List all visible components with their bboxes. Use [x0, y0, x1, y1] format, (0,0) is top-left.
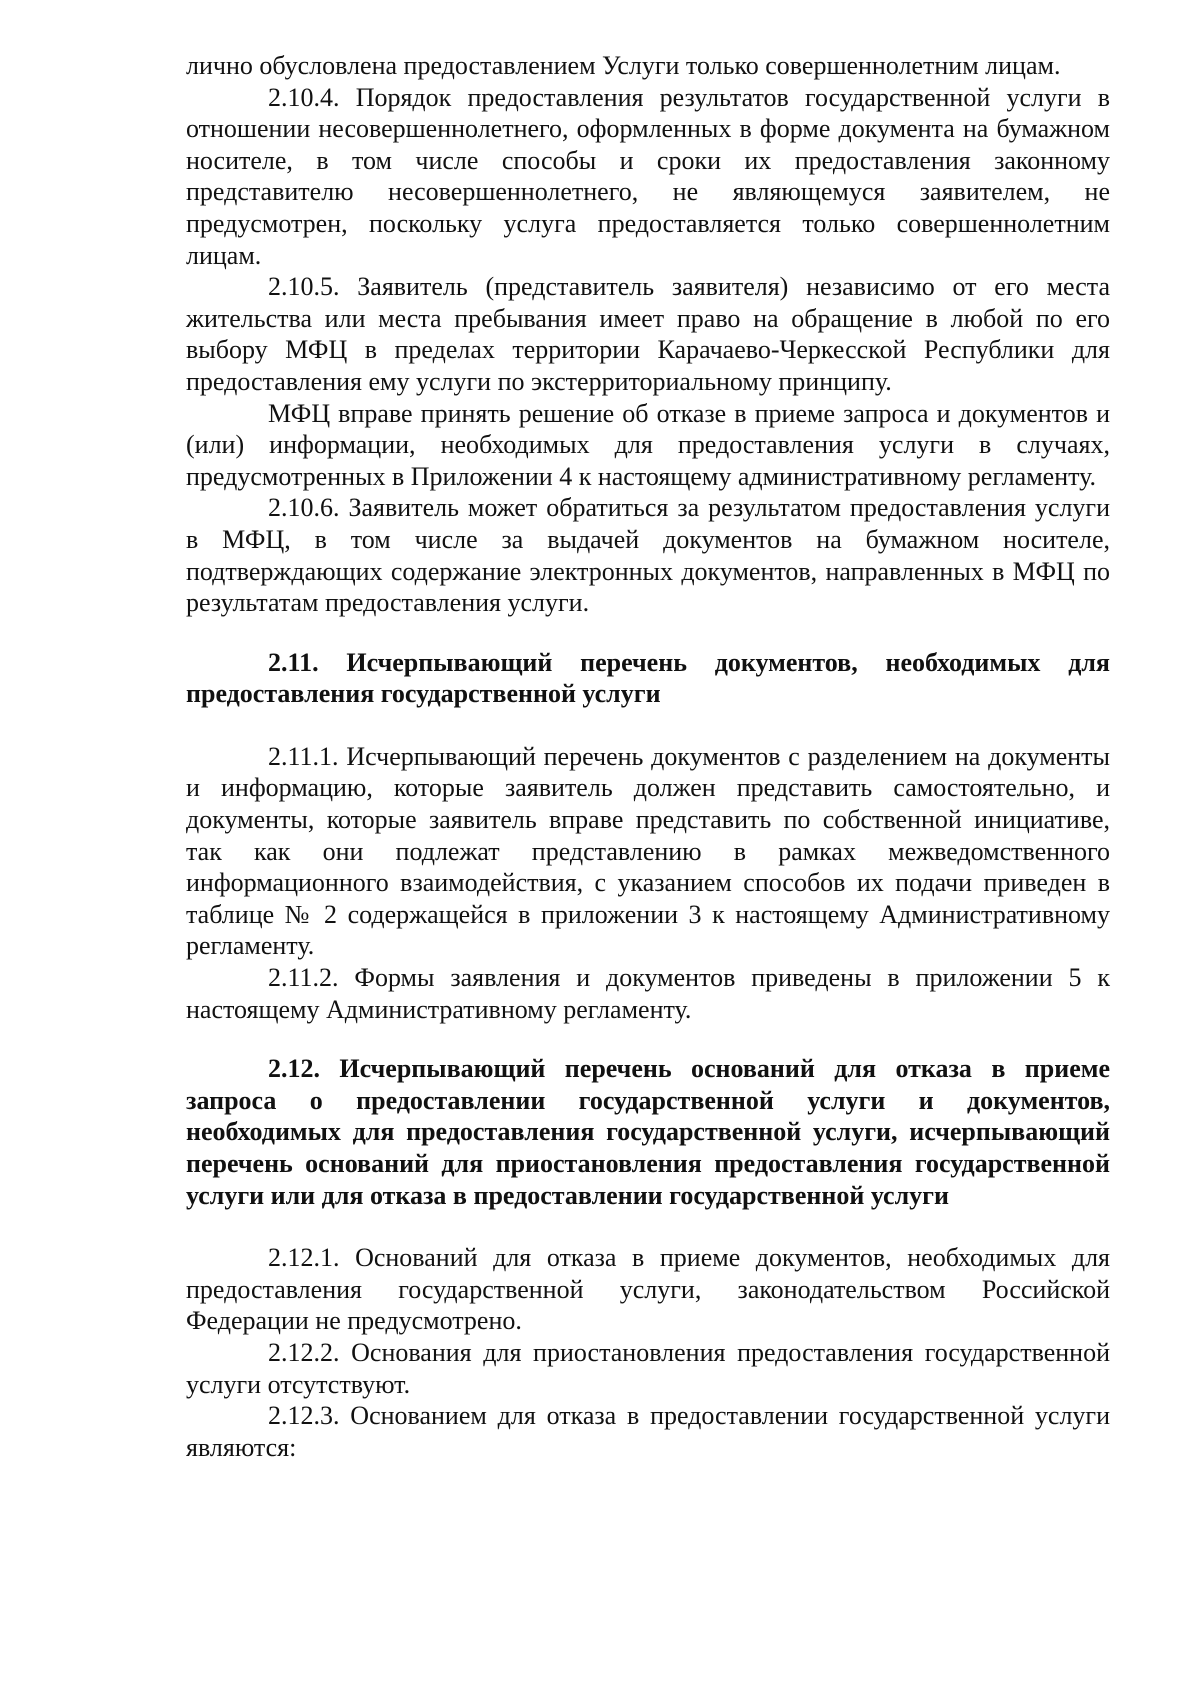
paragraph-2-10-4: 2.10.4. Порядок предоставления результатов государственной услуги в отношении несовершеннолетнего, оформленных в форме документа на бумажном носителе, в том числе способы и сроки их предоставления законному представителю несовершеннолетнего, не являющемуся заявителем, не предусмотрен, поскольку услуга предоставляется только совершеннолетним лицам.: [186, 82, 1110, 270]
section-heading-2-11: 2.11. Исчерпывающий перечень документов, необходимых для предоставления государственной услуги: [186, 647, 1110, 709]
paragraph-2-12-2: 2.12.2. Основания для приостановления предоставления государственной услуги отсутствуют.: [186, 1337, 1110, 1399]
paragraph-continued: лично обусловлена предоставлением Услуги только совершеннолетним лицам.: [186, 51, 1061, 80]
paragraph-2-10-6: 2.10.6. Заявитель может обратиться за результатом предоставления услуги в МФЦ, в том числе за выдачей документов на бумажном носителе, подтверждающих содержание электронных документов, направленных в МФЦ по результатам предоставления услуги.: [186, 493, 1110, 618]
paragraph-2-12-1: 2.12.1. Оснований для отказа в приеме документов, необходимых для предоставления государственной услуги, законодательством Российской Федерации не предусмотрено.: [186, 1243, 1110, 1336]
paragraph-2-11-1: 2.11.1. Исчерпывающий перечень документов с разделением на документы и информацию, которые заявитель должен представить самостоятельно, и документы, которые заявитель вправе представить по собственной инициативе, так как они подлежат представлению в рамках межведомственного информационного взаимодействия, с указанием способов их подачи приведен в таблице № 2 содержащейся в приложении 3 к настоящему Административному регламенту.: [186, 741, 1110, 961]
paragraph-2-10-5: 2.10.5. Заявитель (представитель заявителя) независимо от его места жительства или места пребывания имеет право на обращение в любой по его выбору МФЦ в пределах территории Карачаево-Черкесской Республики для предоставления ему услуги по экстерриториальному принципу.: [186, 272, 1110, 396]
section-heading-2-12: 2.12. Исчерпывающий перечень оснований для отказа в приеме запроса о предоставлении государственной услуги и документов, необходимых для предоставления государственной услуги, исчерпывающий перечень оснований для приостановления предоставления государственной услуги или для отказа в предоставлении государственной услуги: [186, 1054, 1110, 1210]
paragraph-mfc-refusal: МФЦ вправе принять решение об отказе в приеме запроса и документов и (или) информации, необходимых для предоставления услуги в случаях, предусмотренных в Приложении 4 к настоящему административному регламенту.: [186, 398, 1110, 491]
document-page: [186, 50, 1110, 1463]
paragraph-2-12-3: 2.12.3. Основанием для отказа в предоставлении государственной услуги являются:: [186, 1401, 1110, 1462]
paragraph-2-11-2: 2.11.2. Формы заявления и документов приведены в приложении 5 к настоящему Административному регламенту.: [186, 963, 1110, 1024]
